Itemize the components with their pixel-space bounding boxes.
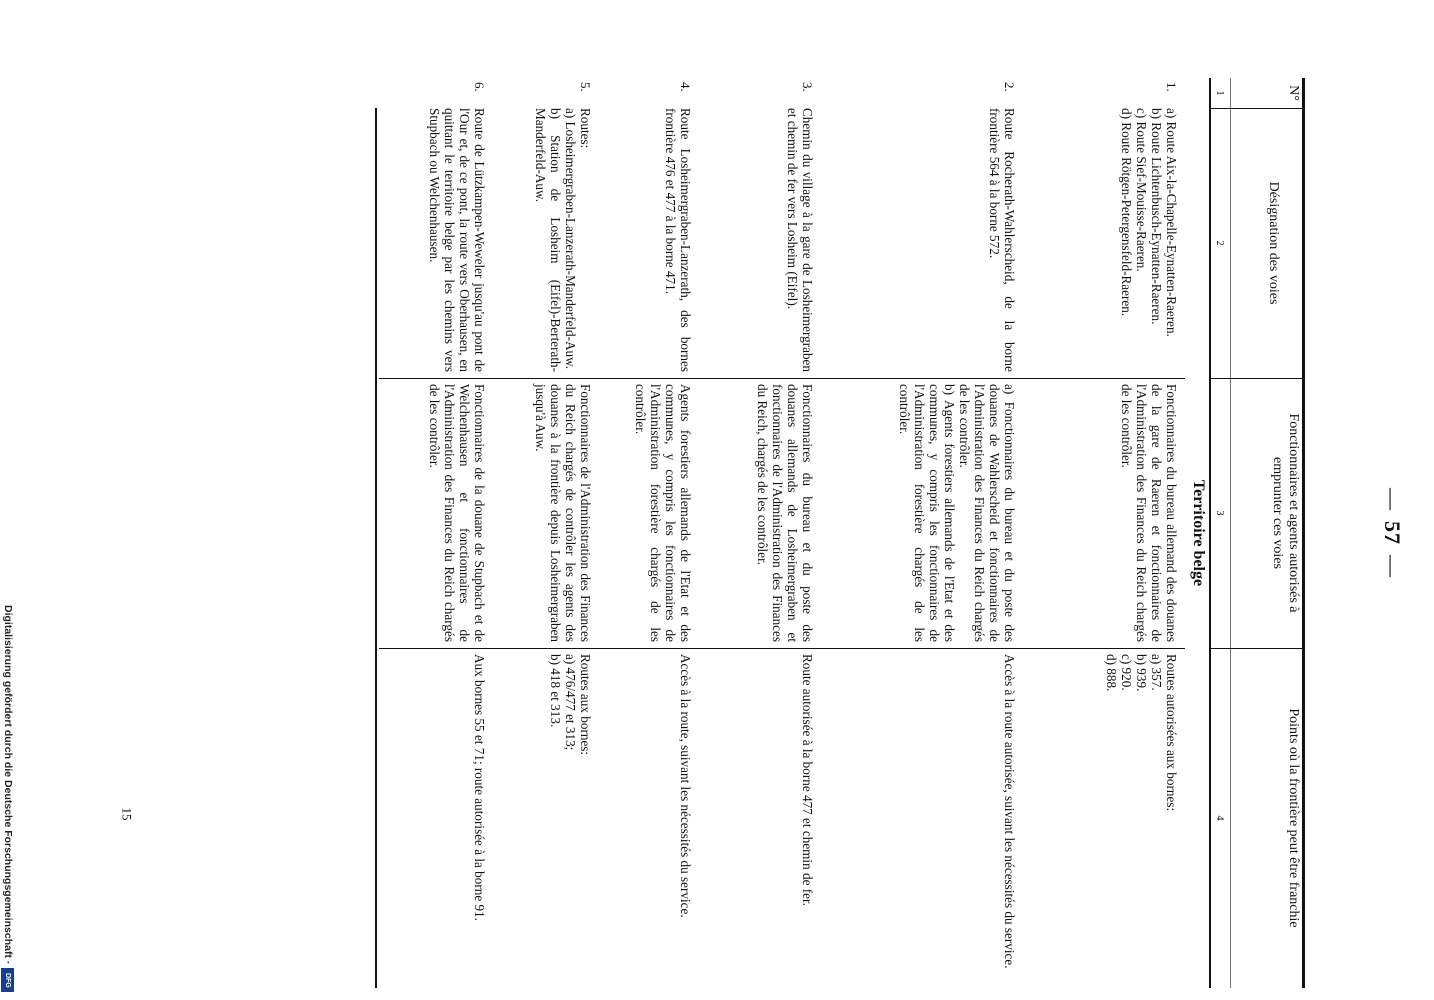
page-number: —57— (1380, 488, 1405, 578)
row-number: 5. (578, 82, 593, 92)
row-number: 3. (800, 82, 815, 92)
row-number: 2. (1002, 82, 1017, 92)
row-fonctionnaires: Fonctionnaires de l'Administration des Finances du Reich chargés de contrôler les agents des douanes à la frontière depuis Losheimergraben jusqu'à Auw. (533, 384, 593, 642)
section-title: Territoire belge (1190, 479, 1207, 587)
row-points: Accès à la route, suivant les nécessités du service. (678, 654, 693, 918)
row-fonctionnaires: Fonctionnaires du bureau et du poste des douanes allemands de Losheimergraben et fonctionnaires de l'Administration des Finances du Reich, chargés de les contrôler. (755, 384, 815, 642)
header-bottom-rule (1209, 78, 1211, 988)
column-number-2: 2 (1214, 240, 1225, 246)
header-col3: Fonctionnaires et agents autorisés à emprunter ces voies (1270, 413, 1301, 613)
row-fonctionnaires: Fonctionnaires du bureau allemand des douanes de la gare de Raeren et fonctionnaires de l'Administration des Finances du Reich chargés de les contrôler. (1119, 384, 1179, 642)
row-points: Routes aux bornes: a) 476/477 et 313; b) 418 et 313. (548, 654, 593, 756)
row-number: 1. (1164, 82, 1179, 92)
row-designation: Route Rocherath-Wahlerscheid, de la borne frontière 564 à la borne 572. (987, 108, 1017, 372)
digitization-credit-text: Digitalisierung gefördert durch die Deutsche Forschungsgemeinschaft · (2, 605, 14, 965)
column-number-3: 3 (1214, 510, 1225, 516)
row-fonctionnaires: Agents forestiers allemands de l'Etat et des communes, y compris les fonctionnaires de l'Administration forestière chargés de les contrôler. (633, 384, 693, 642)
column-number-4: 4 (1214, 815, 1225, 821)
row-designation: Chemin du village à la gare de Losheimergraben et chemin de fer vers Losheim (Eifel). (785, 108, 815, 372)
footer-page-number: 15 (119, 807, 135, 821)
header-col1: N° (1286, 85, 1301, 101)
table-top-rule (1302, 78, 1305, 988)
header-col4: Points où la frontière peut être franchie (1286, 708, 1301, 928)
column-number-1: 1 (1214, 90, 1225, 96)
table-bottom-rule (375, 108, 377, 988)
digitization-credit (0, 605, 16, 1000)
header-dashed-rule (1230, 78, 1231, 988)
row-points: Accès à la route autorisée, suivant les nécessités du service. (1002, 654, 1017, 969)
column-divider (379, 648, 1185, 649)
rotated-table-page (365, 78, 1405, 988)
row-points: Routes autorisées aux bornes: a) 357. b) 939. c) 920. d) 888. (1104, 654, 1179, 812)
row-fonctionnaires: Fonctionnaires de la douane de Stupbach et de Welchenhausen et fonctionnaires de l'Administration des Finances du Reich chargés de les contrôler. (427, 384, 487, 642)
row-fonctionnaires: a) Fonctionnaires du bureau et du poste des douanes de Wahlerscheid et fonctionnaires de l'Administration des Finances du Reich chargés de les contrôler. b) Agents forestiers allemands de l'Etat et des communes, y compris les fonctionnaires de l'Administration forestière chargés de les contrôler. (897, 384, 1017, 642)
header-col2: Désignation des voies (1266, 181, 1281, 305)
dfg-logo: DFG (1, 968, 14, 992)
row-designation: Route de Lützkampen-Weweler jusqu'au pont de l'Our et, de ce pont, la route vers Oberhausen, en quittant le territoire belge par les chemins vers Stupbach ou Welchenhausen. (427, 108, 487, 372)
row-number: 6. (472, 82, 487, 92)
row-designation: Route Losheimergraben-Lanzerath, des bornes frontière 476 et 477 à la borne 471. (663, 108, 693, 372)
row-number: 4. (678, 82, 693, 92)
row-points: Route autorisée à la borne 477 et chemin de fer. (800, 654, 815, 906)
row-designation: a) Route Aix-la-Chapelle-Eynatten-Raeren. b) Route Lichtenbusch-Eynatten-Raeren. c) Route Sief-Mouisse-Raeren. d) Route Rötgen-Petergensfeld-Raeren. (1119, 108, 1179, 337)
row-designation: Routes: a) Losheimergraben-Lanzerath-Manderfeld-Auw. b) Station de Losheim (Eifel)-Berterath-Manderfeld-Auw. (533, 108, 593, 372)
column-divider (379, 378, 1185, 379)
page-number-text: 57 (1380, 521, 1405, 545)
row-points: Aux bornes 55 et 71; route autorisée à la borne 91. (472, 654, 487, 921)
